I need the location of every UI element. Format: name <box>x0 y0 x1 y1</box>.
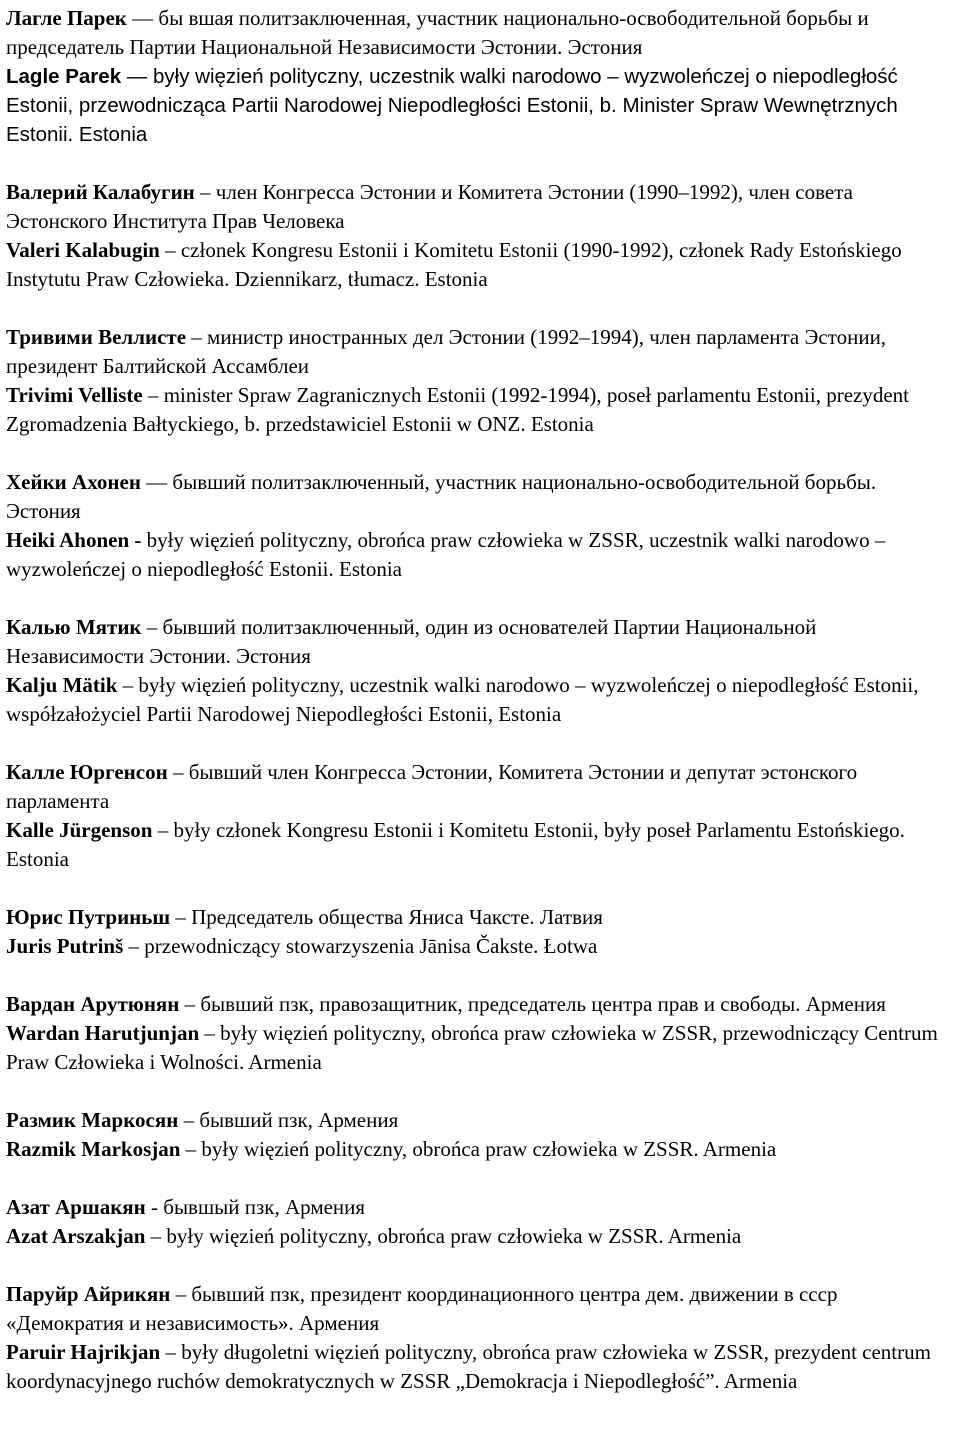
polish-paragraph <box>6 932 954 961</box>
person-description: - бывшый пзк, Армения <box>145 1195 366 1219</box>
person-description: – министр иностранных дел Эстонии (1992–1994), член парламента Эстонии, президент Балтийской Ассамблеи <box>6 325 887 378</box>
person-name: Юрис Путриньш <box>6 905 171 929</box>
person-entry <box>6 758 954 874</box>
person-description: – minister Spraw Zagranicznych Estonii (1992-1994), poseł parlamentu Estonii, prezydent Zgromadzenia Bałtyckiego, b. przedstawiciel Estonii w ONZ. Estonia <box>6 383 909 436</box>
person-name: Вардан Арутюнян <box>6 992 180 1016</box>
person-entry <box>6 1106 954 1164</box>
russian-paragraph <box>6 1193 954 1222</box>
polish-paragraph <box>6 1338 954 1396</box>
person-entry <box>6 178 954 294</box>
person-description: — бы вшая политзаключенная, участник национально-освободительной борьбы и председатель Партии Национальной Независимости Эстонии. Эстония <box>6 6 869 59</box>
person-description: – бывший член Конгресса Эстонии, Комитета Эстонии и депутат эстонского парламента <box>6 760 858 813</box>
person-entry <box>6 613 954 729</box>
person-description: — były więzień polityczny, uczestnik walki narodowo – wyzwoleńczej o niepodległość Estonii, przewodnicząca Partii Narodowej Niepodległości Estonii, b. Minister Spraw Wewnętrznych Estonii. Estonia <box>6 65 898 146</box>
polish-paragraph <box>6 1019 954 1077</box>
russian-paragraph <box>6 1280 954 1338</box>
person-description: – były długoletni więzień polityczny, obrońca praw człowieka w ZSSR, prezydent centrum koordynacyjnego ruchów demokratycznych w ZSSR „Demokracja i Niepodległość”. Armenia <box>6 1340 931 1393</box>
person-name: Paruir Hajrikjan <box>6 1340 161 1364</box>
person-name: Лагле Парек <box>6 6 127 30</box>
person-entry <box>6 4 954 149</box>
russian-paragraph <box>6 613 954 671</box>
russian-paragraph <box>6 323 954 381</box>
person-name: Heiki Ahonen - <box>6 528 142 552</box>
person-name: Калле Юргенсон <box>6 760 168 784</box>
person-name: Азат Аршакян <box>6 1195 146 1219</box>
person-entry <box>6 990 954 1077</box>
person-description: – Председатель общества Яниса Чаксте. Латвия <box>170 905 603 929</box>
person-description: – były członek Kongresu Estonii i Komitetu Estonii, były poseł Parlamentu Estońskiego. Estonia <box>6 818 905 871</box>
russian-paragraph <box>6 903 954 932</box>
polish-paragraph <box>6 381 954 439</box>
russian-paragraph <box>6 4 954 62</box>
person-name: Trivimi Velliste <box>6 383 143 407</box>
russian-paragraph <box>6 990 954 1019</box>
russian-paragraph <box>6 758 954 816</box>
person-name: Валерий Калабугин <box>6 180 195 204</box>
person-description: – бывший пзк, президент координационного центра дем. движении в ссср «Демократия и независимость». Армения <box>6 1282 838 1335</box>
person-name: Тривими Веллисте <box>6 325 187 349</box>
person-name: Паруйр Айрикян <box>6 1282 171 1306</box>
person-description: – były więzień polityczny, obrońca praw człowieka w ZSSR. Armenia <box>145 1224 742 1248</box>
person-entry <box>6 1193 954 1251</box>
person-description: – бывший пзк, правозащитник, председатель центра прав и свободы. Армения <box>179 992 886 1016</box>
person-name: Valeri Kalabugin <box>6 238 160 262</box>
person-name: Lagle Parek <box>6 65 122 88</box>
polish-paragraph <box>6 62 954 149</box>
polish-paragraph <box>6 526 954 584</box>
person-description: – były więzień polityczny, obrońca praw człowieka w ZSSR, przewodniczący Centrum Praw Człowieka i Wolności. Armenia <box>6 1021 938 1074</box>
person-description: – бывший политзаключенный, один из основателей Партии Национальной Независимости Эстонии. Эстония <box>6 615 817 668</box>
polish-paragraph <box>6 1135 954 1164</box>
polish-paragraph <box>6 236 954 294</box>
person-description: – przewodniczący stowarzyszenia Jānisa Čakste. Łotwa <box>123 934 598 958</box>
russian-paragraph <box>6 178 954 236</box>
person-name: Azat Arszakjan <box>6 1224 146 1248</box>
person-description: – były więzień polityczny, uczestnik walki narodowo – wyzwoleńczej o niepodległość Estonii, współzałożyciel Partii Narodowej Niepodległości Estonii, Estonia <box>6 673 919 726</box>
person-description: – były więzień polityczny, obrońca praw człowieka w ZSSR. Armenia <box>180 1137 777 1161</box>
russian-paragraph <box>6 1106 954 1135</box>
person-entry <box>6 1280 954 1396</box>
person-description: – członek Kongresu Estonii i Komitetu Estonii (1990-1992), członek Rady Estońskiego Instytutu Praw Człowieka. Dziennikarz, tłumacz. Estonia <box>6 238 902 291</box>
person-name: Juris Putrinš <box>6 934 124 958</box>
polish-paragraph <box>6 816 954 874</box>
person-entry <box>6 903 954 961</box>
person-description: – член Конгресса Эстонии и Комитета Эстонии (1990–1992), член совета Эстонского Института Прав Человека <box>6 180 853 233</box>
polish-paragraph <box>6 671 954 729</box>
person-description: – бывший пзк, Армения <box>178 1108 399 1132</box>
person-name: Kalju Mätik <box>6 673 118 697</box>
person-name: Калью Мятик <box>6 615 142 639</box>
person-entry <box>6 323 954 439</box>
person-name: Размик Маркосян <box>6 1108 179 1132</box>
person-name: Kalle Jürgenson <box>6 818 153 842</box>
polish-paragraph <box>6 1222 954 1251</box>
russian-paragraph <box>6 468 954 526</box>
person-name: Хейки Ахонен <box>6 470 141 494</box>
person-name: Razmik Markosjan <box>6 1137 181 1161</box>
person-entry <box>6 468 954 584</box>
person-description: były więzień polityczny, obrońca praw człowieka w ZSSR, uczestnik walki narodowo – wyzwoleńczej o niepodległość Estonii. Estonia <box>6 528 886 581</box>
person-name: Wardan Harutjunjan <box>6 1021 200 1045</box>
person-description: — бывший политзаключенный, участник национально-освободительной борьбы. Эстония <box>6 470 877 523</box>
